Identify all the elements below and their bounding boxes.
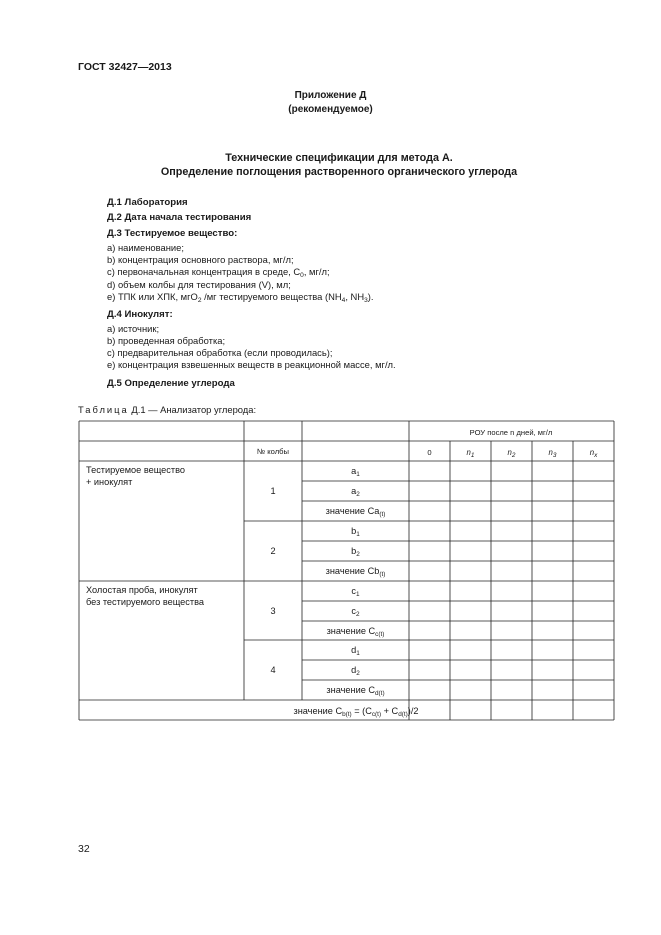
day-col-header-2: $n_2$ [507, 448, 516, 459]
appendix-title: Приложение Д [294, 90, 367, 101]
flask-4-row-0: $d_1$ [351, 645, 360, 657]
table-caption: Таблица Д.1 — Анализатор углерода: [78, 404, 257, 415]
d3-item-d: d) объем колбы для тестирования (V), мл; [107, 279, 291, 290]
d4-item-c: с) предварительная обработка (если проводилась); [107, 347, 333, 358]
roy-header: РОУ после n дней, мг/л [469, 428, 553, 437]
title-line-2: Определение поглощения растворенного органического углерода [160, 166, 518, 178]
flask-number-2: 2 [270, 546, 276, 556]
flask-4-row-2: значение $С_{d(t)}$ [326, 685, 385, 697]
d4-item-b: b) проведенная обработка; [107, 335, 226, 346]
flask-2-row-0: $b_1$ [351, 526, 360, 538]
flask-3-row-2: значение $С_{c(t)}$ [326, 626, 385, 638]
d3-item-e: е) ТПК или ХПК, мгО$_2$ /мг тестируемого вещества ($NH_4$, $NH_3$). [107, 291, 374, 304]
title-line-1: Технические спецификации для метода А. [225, 152, 453, 164]
day-col-header-3: $n_3$ [548, 448, 557, 459]
group-blank-label-2: без тестируемого вещества [86, 597, 204, 607]
group-blank-label-1: Холостая проба, инокулят [86, 585, 198, 595]
flask-1-row-2: значение $Сa_{(t)}$ [325, 506, 386, 518]
section-d1: Д.1 Лаборатория [107, 197, 188, 208]
flask-1-row-0: $a_1$ [351, 466, 360, 478]
d3-item-b: b) концентрация основного раствора, мг/л; [107, 254, 294, 265]
section-d2: Д.2 Дата начала тестирования [107, 212, 252, 223]
section-d5: Д.5 Определение углерода [107, 378, 235, 389]
day-col-header-4: $n_x$ [589, 448, 598, 459]
flask-number-4: 4 [270, 665, 276, 675]
standard-header: ГОСТ 32427—2013 [78, 61, 172, 73]
d3-item-a: а) наименование; [107, 242, 184, 253]
group-test-label-1: Тестируемое вещество [86, 465, 185, 475]
day-col-header-0: 0 [427, 448, 432, 457]
flask-3-row-0: $c_1$ [351, 586, 360, 598]
day-col-header-1: $n_1$ [466, 448, 475, 459]
d4-item-e: е) концентрация взвешенных веществ в реакционной массе, мг/л. [107, 359, 396, 370]
section-d3: Д.3 Тестируемое вещество: [107, 228, 238, 239]
final-row-formula: значение $С_{b(t)} = (С_{c(t)} + С_{d(t)})/2$ [293, 706, 419, 718]
group-test-label-2: + инокулят [86, 477, 133, 487]
section-d4: Д.4 Инокулят: [107, 309, 173, 320]
flask-2-row-2: значение $Сb_{(t)}$ [325, 566, 386, 578]
page-number: 32 [78, 843, 90, 855]
appendix-subtitle: (рекомендуемое) [288, 104, 373, 115]
flask-number-3: 3 [270, 606, 276, 616]
d4-item-a: а) источник; [107, 323, 160, 334]
flask-number-1: 1 [270, 486, 276, 496]
flask-number-header: № колбы [257, 447, 289, 456]
flask-1-row-1: $a_2$ [351, 486, 360, 498]
flask-2-row-1: $b_2$ [351, 546, 360, 558]
flask-3-row-1: $c_2$ [351, 606, 360, 618]
d3-item-c: с) первоначальная концентрация в среде, $С_0$, мг/л; [107, 266, 330, 279]
flask-4-row-1: $d_2$ [351, 665, 360, 677]
